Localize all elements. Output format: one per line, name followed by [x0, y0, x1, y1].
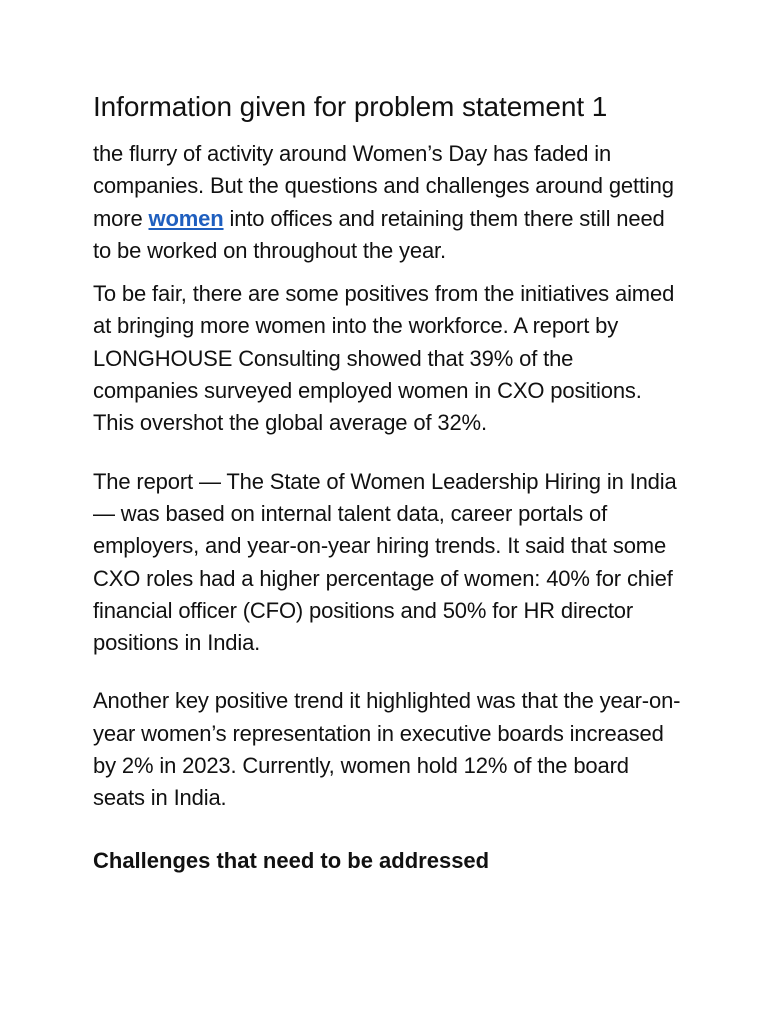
paragraph-intro-text-before: the flurry of activity around Women’s Day has faded in companies. But the questions and challenges around getting more [93, 141, 674, 231]
paragraph-intro-text-after: into offices and retaining them there still need to be worked on throughout the year. [93, 205, 665, 263]
women-link[interactable]: women [148, 205, 224, 231]
paragraph-board-trend: Another key positive trend it highlighted was that the year-on-year women’s representation in executive boards increased by 2% in 2023. Currently, women hold 12% of the board seats in India. [93, 688, 681, 811]
document-title: Information given for problem statement 1 [93, 91, 608, 122]
paragraph-positives: To be fair, there are some positives from the initiatives aimed at bringing more women into the workforce. A report by LONGHOUSE Consulting showed that 39% of the companies surveyed employed women in CXO positions. This overshot the global average of 32%. [93, 281, 675, 436]
paragraph-intro [93, 138, 683, 267]
paragraph-report: The report — The State of Women Leadership Hiring in India — was based on internal talent data, career portals of employers, and year-on-year hiring trends. It said that some CXO roles had a higher percentage of women: 40% for chief financial officer (CFO) positions and 50% for HR director positions in India. [93, 468, 677, 656]
document-page [93, 88, 683, 877]
section-subheading: Challenges that need to be addressed [93, 847, 490, 873]
